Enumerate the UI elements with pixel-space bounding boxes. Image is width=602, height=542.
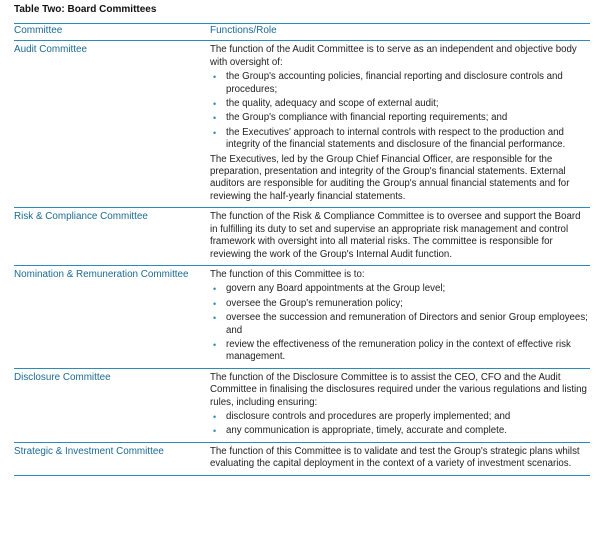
committee-functions	[210, 442, 590, 475]
committee-functions	[210, 208, 590, 266]
bullet-icon: •	[213, 72, 217, 83]
list-item	[210, 312, 590, 337]
list-item	[210, 112, 590, 124]
committees-table	[14, 23, 590, 476]
bullet-icon: •	[213, 339, 217, 350]
functions-column-header: Functions/Role	[210, 24, 590, 41]
list-item	[210, 98, 590, 110]
list-item	[210, 127, 590, 152]
committee-name: Risk & Compliance Committee	[14, 208, 210, 266]
table-title: Table Two: Board Committees	[14, 4, 157, 15]
function-intro: The function of the Risk & Compliance Committee is to oversee and support the Board in fulfilling its duty to set and supervise an appropriate risk management and control framework with oversight into all material risks. The committee is responsible for reviewing the work of the Group's Internal Audit function.	[210, 211, 581, 260]
committee-functions	[210, 41, 590, 208]
table-row	[14, 368, 590, 442]
list-item	[210, 411, 590, 423]
function-bullet-list	[210, 411, 590, 438]
bullet-text: disclosure controls and procedures are properly implemented; and	[226, 410, 511, 422]
committee-name: Strategic & Investment Committee	[14, 442, 210, 475]
list-item	[210, 339, 590, 364]
committee-name: Nomination & Remuneration Committee	[14, 265, 210, 368]
function-bullet-list	[210, 71, 590, 151]
committee-name: Disclosure Committee	[14, 368, 210, 442]
bullet-text: the Executives' approach to internal controls with respect to the production and integrity of the financial statements and disclosure of the financial performance.	[226, 126, 566, 151]
bullet-icon: •	[213, 99, 217, 110]
bullet-text: oversee the succession and remuneration of Directors and senior Group employees; and	[226, 312, 588, 336]
table-row	[14, 208, 590, 266]
bullet-text: the Group's accounting policies, financial reporting and disclosure controls and procedures;	[226, 71, 563, 95]
committee-functions	[210, 368, 590, 442]
list-item	[210, 71, 590, 96]
function-bullet-list	[210, 283, 590, 363]
function-intro: The function of the Disclosure Committee is to assist the CEO, CFO and the Audit Committee in finalising the disclosures required under the various regulations and listing rules, including ensuring:	[210, 371, 587, 408]
function-intro: The function of the Audit Committee is to serve as an independent and objective body with oversight of:	[210, 44, 577, 68]
bullet-icon: •	[213, 426, 217, 437]
bullet-icon: •	[213, 298, 217, 309]
bullet-text: review the effectiveness of the remuneration policy in the context of effective risk management.	[226, 338, 571, 363]
bullet-text: the Group's compliance with financial reporting requirements; and	[226, 112, 508, 124]
function-outro: The Executives, led by the Group Chief Financial Officer, are responsible for the preparation, presentation and integrity of the Group's financial statements. External auditors are responsible for auditing the Group's annual financial statements and for reviewing the half-yearly financial statements.	[210, 153, 570, 202]
table-row	[14, 442, 590, 475]
bullet-icon: •	[213, 313, 217, 324]
header-row	[14, 24, 590, 41]
function-intro: The function of this Committee is to validate and test the Group's strategic plans whilst evaluating the capital deployment in the context of a variety of investment scenarios.	[210, 445, 580, 470]
committee-name: Audit Committee	[14, 41, 210, 208]
bullet-text: oversee the Group's remuneration policy;	[226, 297, 403, 309]
bullet-icon: •	[213, 284, 217, 295]
table-row	[14, 41, 590, 208]
list-item	[210, 425, 590, 437]
bullet-text: any communication is appropriate, timely, accurate and complete.	[226, 425, 507, 437]
list-item	[210, 298, 590, 310]
function-intro: The function of this Committee is to:	[210, 268, 365, 280]
list-item	[210, 283, 590, 295]
bullet-text: the quality, adequacy and scope of external audit;	[226, 98, 439, 110]
bullet-icon: •	[213, 113, 217, 124]
bullet-text: govern any Board appointments at the Group level;	[226, 283, 446, 295]
committee-column-header: Committee	[14, 24, 210, 41]
committee-functions	[210, 265, 590, 368]
bullet-icon: •	[213, 127, 217, 138]
table-row	[14, 265, 590, 368]
bullet-icon: •	[213, 411, 217, 422]
